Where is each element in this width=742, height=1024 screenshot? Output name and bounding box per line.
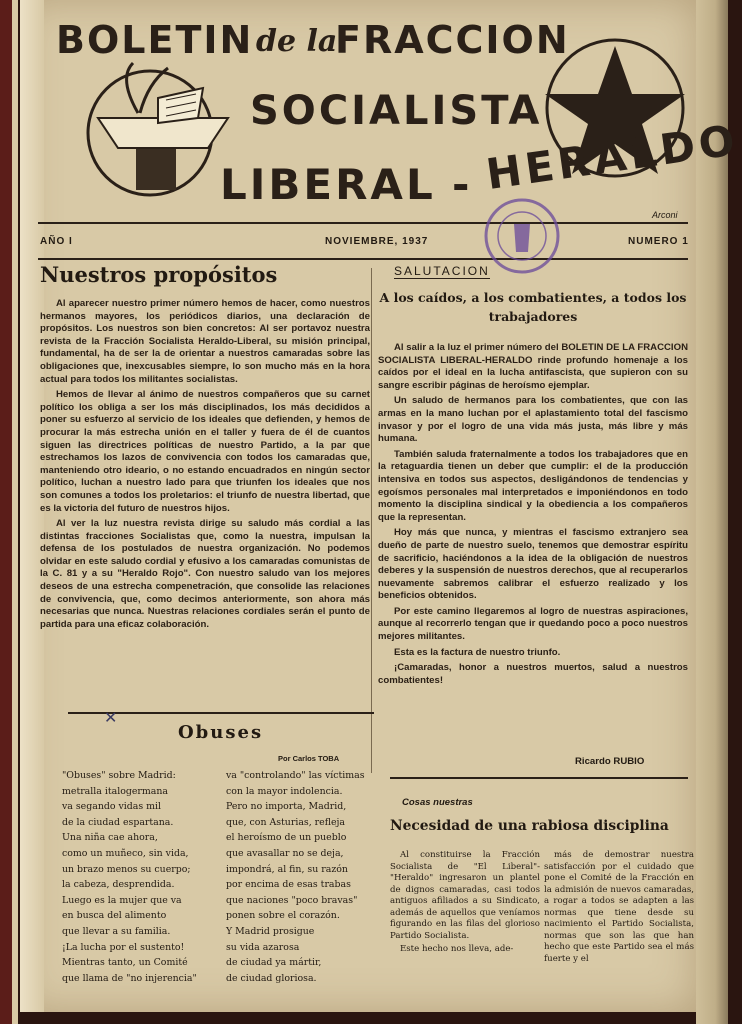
dateline-rule	[38, 258, 688, 260]
poem-line: el heroísmo de un pueblo	[226, 832, 347, 844]
poem-line: por encima de esas trabas	[226, 879, 351, 891]
obuses-title: Obuses	[178, 722, 264, 743]
masthead-liberal: LIBERAL	[220, 160, 436, 209]
issue-year: AÑO I	[40, 236, 73, 247]
poem-line: de ciudad gloriosa.	[226, 972, 317, 984]
issue-number: NUMERO 1	[628, 236, 689, 247]
pencil-mark-icon: ✕	[104, 710, 118, 727]
poem-line: de la ciudad espartana.	[62, 816, 174, 828]
propositos-body	[40, 298, 370, 634]
salutacion-body	[378, 342, 688, 690]
poem-line: que naciones "poco bravas"	[226, 894, 358, 906]
poem-line: que llevar a su familia.	[62, 925, 171, 937]
masthead-boletin: BOLETIN	[56, 18, 254, 62]
disciplina-section-label: Cosas nuestras	[402, 797, 473, 808]
poem-line: su vida azarosa	[226, 941, 300, 953]
poem-line: que, con Asturias, refleja	[226, 816, 346, 828]
poem-line: Una niña cae ahora,	[62, 832, 158, 844]
obuses-author: Por Carlos TOBA	[278, 754, 340, 763]
salutacion-label: SALUTACION	[394, 264, 490, 278]
poem-line: como un muñeco, sin vida,	[62, 847, 189, 859]
salutacion-paragraph: También saluda fraternalmente a todos los trabajadores que en la retaguardia tienen un deber que cumplir: el de la producción intensiva en todos sus aspectos, desligándonos de tendencias y egoísmos personales mal interpretados e imponiéndonos en todo momento la disciplina sindical y la obediencia a los compañeros que la representan.	[378, 448, 688, 523]
masthead-de-la: de la	[256, 24, 338, 59]
poem-line: Mientras tanto, un Comité	[62, 957, 188, 969]
poem-line: Luego es la mujer que va	[62, 894, 182, 906]
disciplina-paragraph: Al constituirse la Fracción Socialista de "El Liberal"-"Heraldo" ingresaron un plantel de dignos camaradas, casi todos antiguos afiliados a su Sindicato, además de aquellos que veníamos figurando en las filas del glorioso Partido Socialista.	[390, 850, 540, 941]
salutacion-title: A los caídos, a los combatientes, a todos los trabajadores	[379, 290, 687, 324]
salutacion-paragraph: Por este camino llegaremos al logro de nuestras aspiraciones, aunque al recorrerlo tengan que ir quedando poco a poco nuestros mejores militantes.	[378, 605, 688, 643]
obuses-poem-column-a	[62, 768, 197, 986]
poem-line: que avasallar no se deja,	[226, 847, 344, 859]
poem-line: va "controlando" las víctimas	[226, 770, 365, 781]
poem-line: con la mayor indolencia.	[226, 785, 343, 797]
poem-line: la cabeza, desprendida.	[62, 879, 175, 891]
masthead-rule	[38, 222, 688, 224]
poem-line: "Obuses" sobre Madrid:	[62, 770, 176, 781]
book-cover	[0, 0, 12, 1024]
propositos-title: Nuestros propósitos	[40, 262, 278, 287]
library-stamp-icon	[482, 196, 562, 276]
masthead-artist-signature: Arconi	[652, 210, 678, 220]
disciplina-column-a	[390, 850, 540, 958]
book-edge	[12, 0, 18, 1024]
poem-line: va segando vidas mil	[62, 801, 162, 813]
issue-date: NOVIEMBRE, 1937	[325, 236, 429, 247]
newspaper-page	[20, 0, 742, 1012]
poem-line: ¡La lucha por el sustento!	[62, 941, 185, 953]
obuses-poem-column-b	[226, 768, 365, 986]
poem-line: de ciudad ya mártir,	[226, 957, 322, 969]
propositos-paragraph: Hemos de llevar al ánimo de nuestros compañeros que su carnet político los obliga a ser los más disciplinados, los más decididos a poner su esfuerzo al servicio de los ideales que defienden, y hemos de procurar la más estrecha unión en el taller y fuera de él de cuantos siguen las directrices políticas de nuestro Partido, a la par que estrechamos los lazos de convivencia con todos los camaradas que, manteniendo otro ideario, o no estando encuadrados en ningún sector político, luchan a nuestro lado para que triunfen los ideales que nos son comunes a todos los proletarios: el triunfo de nuestra libertad, que es la victoria del futuro de nuestros hijos.	[40, 389, 370, 514]
poem-line: metralla italogermana	[62, 785, 168, 797]
salutacion-signature: Ricardo RUBIO	[575, 756, 645, 767]
disciplina-title: Necesidad de una rabiosa disciplina	[390, 818, 669, 834]
poem-line: impondrá, al fin, su razón	[226, 863, 348, 875]
disciplina-column-b	[544, 850, 694, 967]
salutacion-paragraph: Esta es la factura de nuestro triunfo.	[394, 646, 561, 658]
poem-line: en busca del alimento	[62, 910, 167, 922]
poem-line: que llama de "no injerencia"	[62, 972, 197, 984]
disciplina-rule	[390, 777, 688, 779]
salutacion-paragraph: ¡Camaradas, honor a nuestros muertos, salud a nuestros combatientes!	[378, 662, 688, 686]
disciplina-paragraph: Este hecho nos lleva, ade-	[400, 944, 514, 954]
column-divider	[371, 268, 372, 773]
masthead-heraldo: HERALDO	[483, 115, 742, 199]
poem-line: un brazo menos su cuerpo;	[62, 863, 191, 875]
salutacion-paragraph: Al salir a la luz el primer número del BOLETIN DE LA FRACCION SOCIALISTA LIBERAL-HERALDO rinde profundo homenaje a los caídos por el ideal en la lucha antifascista, que supieron con su sangre escribir páginas de heroísmo ejemplar.	[378, 342, 688, 391]
book-plant-emblem-icon	[78, 58, 228, 208]
salutacion-paragraph: Un saludo de hermanos para los combatientes, que con las armas en la mano luchan por el aplastamiento total del fascismo invasor y por el logro de una vida más justa, más libre y más humana.	[378, 395, 688, 445]
propositos-paragraph: Al aparecer nuestro primer número hemos de hacer, como nuestros hermanos mayores, los periódicos diarios, una declaración de propósitos. Los nuestros son bien concretos: Al ser portavoz nuestra revista de la Fracción Socialista Heraldo-Liberal, su misión principal, fundamental, ha de ser la de orientar a nuestros camaradas sobre las obligaciones que, inexcusables siempre, lo son mucho más en la hora actual para todos los militantes socialistas.	[40, 298, 370, 385]
salutacion-paragraph: Hoy más que nunca, y mientras el fascismo extranjero sea dueño de parte de nuestro suelo, tenemos que demostrar espíritu de sacrificio, haciéndonos a la idea de la obligación de nuestros deberes y la suspensión de nuestros derechos, que al recuperarlos nuevamente sabremos calibrar el esfuerzo realizado y los beneficios obtenidos.	[378, 527, 688, 602]
masthead-fraccion: FRACCION	[335, 18, 570, 62]
propositos-article	[40, 262, 370, 287]
disciplina-paragraph: más de demostrar nuestra satisfacción por el cuidado que pone el Comité de la Fracción en la admisión de nuevos camaradas, a rogar a todos se adapten a las normas que tiene desde su nacimiento el Partido Socialista, normas que son las que han hecho que este Partido sea el más fuerte y el	[544, 850, 694, 964]
propositos-paragraph: Al ver la luz nuestra revista dirige su saludo más cordial a las distintas fracciones Socialistas que, como la nuestra, impulsan la defensa de los postulados de nuestra organización. No podemos olvidar en este saludo cordial y efusivo a los camaradas comunistas de la C. 81 y a su "Heraldo Rojo". Con nuestro saludo van los mejores deseos de una estrecha compenetración, que consolide las relaciones de convivencia, que, como decimos anteriormente, son ahora más necesarias que nunca. Nuestras relaciones cordiales serán el punto de partida para una eficaz colaboración.	[40, 518, 370, 630]
poem-line: ponen sobre el corazón.	[226, 910, 340, 922]
poem-line: Pero no importa, Madrid,	[226, 801, 347, 813]
masthead-dash: -	[452, 160, 472, 209]
poem-line: Y Madrid prosigue	[226, 925, 315, 937]
masthead-socialista: SOCIALISTA	[250, 88, 543, 134]
